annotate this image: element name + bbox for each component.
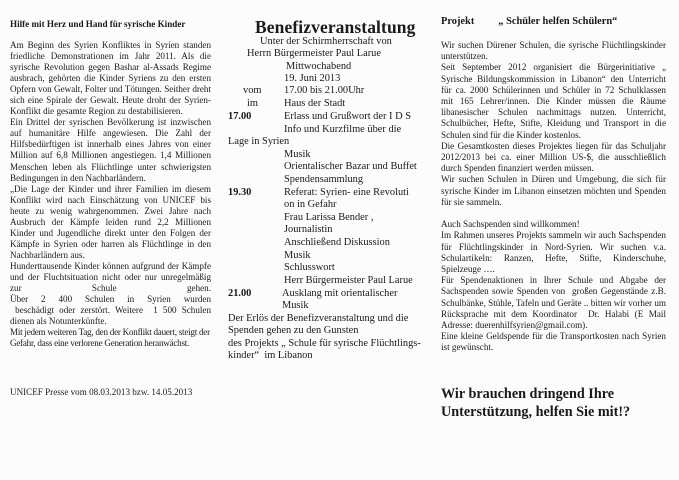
program-item: on in Gefahr	[284, 199, 337, 210]
paragraph: Seit September 2012 organisiert die Bürgerinitiative „ Syrische Bildungskommission in Libanon“ den Unterricht für ca. 2000 Schülerinnen und Schüler in 72 Schulklassen mit 165 Lehrer/innen. Die Kinder müssen die Räume libanesischer Schulen nachmittags nutzen. Unterricht, Schulbücher, Hefte, Stifte, Kleidung und Transport in die Schulen sind für die Kinder kostenlos.	[441, 62, 666, 140]
program-item: Musik	[284, 250, 311, 261]
place-value: Haus der Stadt	[284, 98, 346, 109]
patronage-line: Unter der Schirmherrschaft von	[260, 36, 392, 47]
program-item: Info und Kurzfilme über die	[284, 124, 402, 135]
left-body	[10, 40, 214, 349]
paragraph: Am Beginn des Syrien Konfliktes in Syrien standen friedliche Demonstrationen im Jahr 2011. Als die syrische Revolution gegen Bashar al-Assads Regime ausbrach, gehörten die Kinder Syriens zu den ersten Opfern von Gewalt, Folter und Tötungen. Seither dreht sich eine Spirale der Gewalt. Heute droht der Syrien-Konflikt die gesamte Region zu destabilisieren.	[10, 40, 211, 117]
paragraph: beschädigt oder zerstört. Weitere 1 500 Schulen dienen als Notunterkünfte.	[10, 305, 214, 327]
paragraph: Eine kleine Geldspende für die Transportkosten nach Syrien ist gewünscht.	[441, 331, 666, 353]
program-item: Musik	[282, 300, 309, 311]
event-title: Benefizveranstaltung	[255, 17, 416, 37]
program-item: Journalistin	[284, 224, 333, 235]
source-note: UNICEF Presse vom 08.03.2013 bzw. 14.05.2013	[10, 387, 193, 397]
program-item: Orientalischer Bazar und Buffet	[284, 161, 417, 172]
closing-line: des Projekts „ Schule für syrische Flüchtlings-	[228, 338, 421, 349]
call-to-action: Wir brauchen dringend Ihre Unterstützung, helfen Sie mit!?	[441, 386, 631, 420]
program-time: 17.00	[228, 111, 252, 122]
paragraph: Die Gesamtkosten dieses Projektes liegen für das Schuljahr 2012/2013 bei ca. einer Million US-$, die ausschließlich durch Spenden finanziert werden müssen.	[441, 140, 666, 174]
project-name: „ Schüler helfen Schülern“	[498, 16, 618, 27]
event-day: Mittwochabend	[286, 61, 352, 72]
event-date: 19. Juni 2013	[284, 73, 341, 84]
time-label: vom	[243, 85, 262, 96]
paragraph: Ein Drittel der syrischen Bevölkerung ist inzwischen auf humanitäre Hilfe angewiesen. Die Zahl der Hilfsbedürftigen ist innerhalb eines Jahres von einer Million auf 6,8 Millionen angestiegen. 1,4 Millionen Menschen leben als Flüchtlinge unter schwierigsten Bedingungen in den Nachbarländern.	[10, 117, 211, 183]
program-item: Anschließend Diskussion	[284, 237, 390, 248]
paragraph: Auch Sachspenden sind willkommen!	[441, 219, 580, 230]
program-item: Ausklang mit orientalischer	[282, 288, 398, 299]
program-item: Spendensammlung	[284, 174, 364, 185]
closing-line: Spenden gehen zu den Gunsten	[228, 325, 359, 336]
closing-line: kinder“ im Libanon	[228, 350, 313, 361]
program-item: Frau Larissa Bender ,	[284, 212, 374, 223]
program-item: Referat: Syrien- eine Revoluti	[284, 187, 409, 198]
project-heading	[441, 16, 617, 27]
program-item: Herr Bürgermeister Paul Larue	[284, 275, 413, 286]
right-body	[441, 40, 669, 354]
paragraph: Über 2 400 Schulen in Syrien wurden	[10, 294, 211, 305]
program-time: 19.30	[228, 187, 252, 198]
patronage-line: Herrn Bürgermeister Paul Larue	[247, 48, 381, 59]
paragraph: Wir suchen Schulen in Düren und Umgebung, die sich für syrische Kinder im Libanon einsetzen möchten und Spenden für sie sammeln.	[441, 174, 666, 207]
program-item: Erlass und Grußwort der I D S	[284, 111, 411, 122]
program-item: Lage in Syrien	[228, 136, 290, 147]
paragraph: Hunderttausende Kinder können aufgrund der Kämpfe und der Fluchtsituation nicht oder nur unregelmäßig zur Schule gehen.	[10, 260, 211, 294]
paragraph: Wir suchen Dürener Schulen, die syrische Flüchtlingskinder unterstützen.	[441, 40, 666, 62]
paragraph: Für Spendenaktionen in Ihrer Schule und Abgabe der Sachspenden sowie Spenden von großen Gegenstände z.B. Schulbänke, Stühle, Tafeln und Geräte .. bitten wir vorher um Rücksprache mit dem Koordinator Dr. Halabi (E Mail Adresse: duerenhilfsyrien@gmail.com).	[441, 275, 669, 331]
place-label: im	[247, 98, 258, 109]
program-time: 21.00	[228, 288, 252, 299]
project-label: Projekt	[441, 16, 475, 27]
paragraph: „Die Lage der Kinder und ihrer Familien im diesem Konflikt wird nach Einschätzung von UNICEF bis heute zu wenig wahrgenommen. Zwei Jahre nach Ausbruch der Kämpfe leiden rund 2,2 Millionen Kinder und Jugendliche direkt unter den Folgen der Kämpfe in Syrien oder harren als Flüchtlinge in den Nachbarländern aus.	[10, 183, 211, 260]
closing-line: Der Erlös der Benefizveranstaltung und die	[228, 313, 409, 324]
program-item: Musik	[284, 149, 311, 160]
left-heading: Hilfe mit Herz und Hand für syrische Kinder	[10, 19, 186, 29]
time-value: 17.00 bis 21.00Uhr	[284, 85, 365, 96]
paragraph: Mit jedem weiteren Tag, den der Konflikt dauert, steigt der Gefahr, dass eine verlorene Generation heranwächst.	[10, 327, 210, 349]
program-item: Schlusswort	[284, 262, 335, 273]
paragraph: Im Rahmen unseres Projekts sammeln wir auch Sachspenden für Flüchtlingskinder in Nord-Syrien. Wir suchen v.a. Schulartikeln: Ranzen, Hefte, Stifte, Kinderschuhe, Spielzeuge ….	[441, 230, 666, 275]
